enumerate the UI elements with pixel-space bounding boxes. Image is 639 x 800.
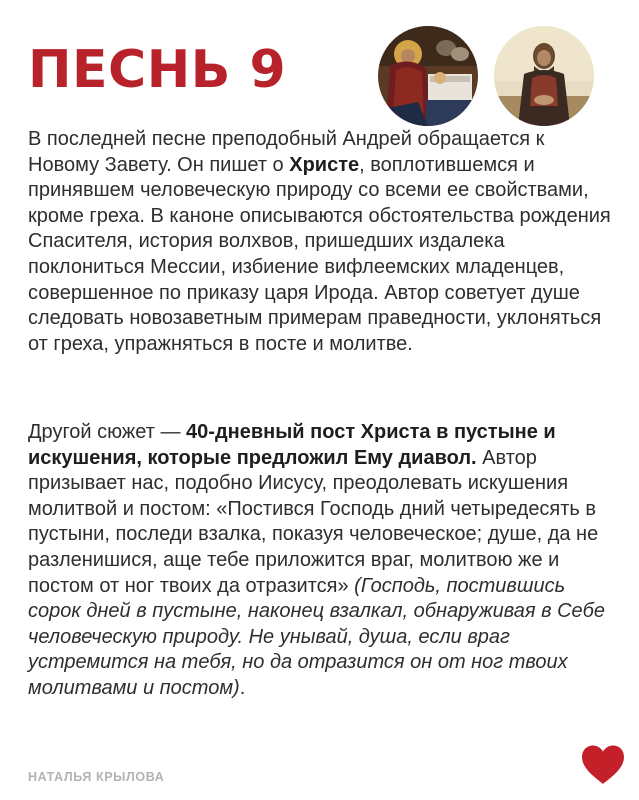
christ-in-desert-image — [494, 26, 594, 126]
paragraph-fasting-text-3: . — [239, 676, 246, 699]
paragraph-intro — [28, 127, 618, 357]
heart-icon[interactable] — [580, 744, 626, 786]
paragraph-fasting-bold: 40-дневный пост Христа в пустыне и искушения, которые предложил Ему диавол. — [28, 421, 556, 469]
page-title: ПЕСНЬ 9 — [28, 40, 287, 100]
nativity-icon-image — [378, 26, 478, 126]
author-name: НАТАЛЬЯ КРЫЛОВА — [28, 770, 165, 784]
nativity-icon-art — [378, 26, 478, 126]
paragraph-intro-bold: Христе — [289, 153, 360, 176]
paragraph-intro-text-1: В последней песне преподобный Андрей обращается к Новому Завету. Он пишет о — [28, 128, 545, 176]
paragraph-fasting — [28, 420, 618, 702]
paragraph-fasting-text-1: Другой сюжет — — [28, 421, 187, 443]
heart-shape — [580, 744, 626, 786]
paragraph-fasting-text-2: Автор призывает нас, подобно Иисусу, преодолевать искушения молитвой и постом: «Постився Господь дний четыредесять в пустыни, последи взалка, показуя человеческое; душе, да не разленишися, аще тебе приложится враг, молитвою же и постом от ног твоих да отразится» — [28, 446, 599, 597]
paragraph-intro-text-2: , воплотившемся и принявшем человеческую природу со всеми ее свойствами, кроме греха. В каноне описываются обстоятельства рождения Спасителя, история волхвов, пришедших издалека поклониться Мессии, избиение вифлеемских младенцев, совершенное по приказу царя Ирода. Автор советует душе следовать новозаветным примерам праведности, уклоняться от греха, упражняться в посте и молитве. — [28, 153, 611, 355]
christ-in-desert-art — [494, 26, 594, 126]
paragraph-fasting-italic: (Господь, постившись сорок дней в пустыне, наконец взалкал, обнаруживая в Себе человеческую природу. Не унывай, душа, если враг устремится на тебя, но да отразится он от ног твоих молитвами и постом) — [28, 574, 606, 699]
